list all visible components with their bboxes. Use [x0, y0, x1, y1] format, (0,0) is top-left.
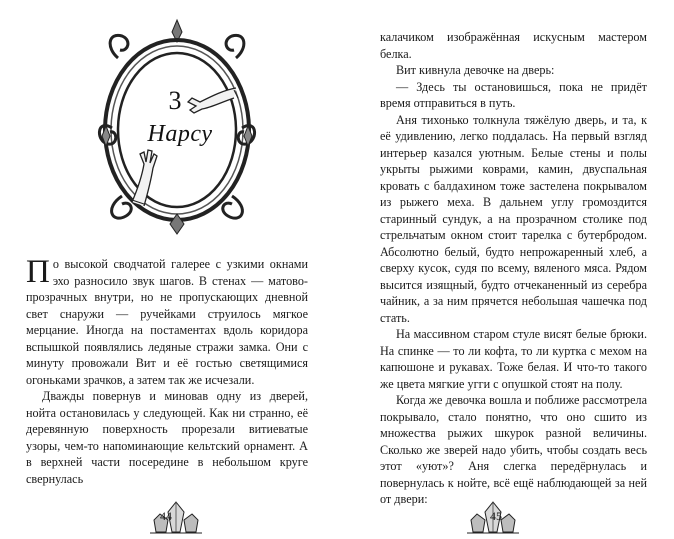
chapter-title: Нарсу: [147, 121, 213, 147]
left-page-text: [26, 256, 308, 487]
paragraph: Аня тихонько толкнула тяжёлую дверь, и та, к её удивлению, легко поддалась. На первый взгляд интерьер казался уютным. Белые стены и полы укрыты рыжими коврами, камин, двуспальная кровать с балдахином тоже застелена покрывалом из рыжего меха. В дальнем углу громоздится старинный сундук, а на прозрачном столике под стрельчатым окном стоит тарелка с бутербродом. Абсолютно белый, будто непрожаренный хлеб, а сверху кусок, судя по всему, вяленого мяса. Рядом высится изящный, будто отчеканенный из серебра чайник, а за ним прячется небольшая чашечка под стать.: [380, 112, 647, 325]
paragraph: калачиком изображённая искусным мастером белка.: [380, 30, 647, 61]
page-number: 45: [490, 509, 502, 523]
paragraph: Вит кивнула девочке на дверь:: [396, 63, 555, 77]
right-page-text: [380, 29, 647, 508]
paragraph: — Здесь ты остановишься, пока не придёт время отправиться в путь.: [380, 79, 647, 110]
chapter-number: 3: [168, 86, 182, 115]
paragraph-text: о высокой сводчатой галерее с узкими окнами эхо разносило звук шагов. В стенах — матово-прозрачных внутри, но не пропускающих дневной свет снаружи — ручейками струилось мягкое мерцание. Иногда на постаментах вдоль коридора вспышкой появлялись ледяные стражи замка. Они с минуту провожали Вит и её гостью светящимися огоньками зрачков, а затем так же исчезали.: [26, 257, 308, 387]
paragraph: Дважды повернув и миновав одну из дверей, нойта остановилась у следующей. Как ни странно, её деревянную поверхность прорезали витиеватые узоры, чем-то напоминающие кельтский орнамент. А в верхней части посередине в небольшом круге свернулась: [26, 389, 308, 486]
right-page: [337, 0, 674, 539]
paragraph: На массивном старом стуле висят белые брюки. На спинке — то ли кофта, то ли куртка с мехом на капюшоне и рукавах. Тоже белая. И что-то такого же цвета мягкие угги с опушкой стоят на полу.: [380, 327, 647, 391]
page-number: 44: [160, 509, 172, 523]
paragraph: [26, 256, 308, 388]
crystal-ornament-icon: [150, 500, 202, 534]
drop-cap: П: [26, 254, 50, 290]
paragraph: Когда же девочка вошла и поближе рассмотрела покрывало, стало понятно, что оно сшито из множества рыжих шкурок разной величины. Сколько же зверей надо убить, чтобы создать весь этот «уют»? Аня слегка передёрнулась и повернулась к нойте, всё ещё наблюдающей за ней от двери:: [380, 393, 647, 506]
